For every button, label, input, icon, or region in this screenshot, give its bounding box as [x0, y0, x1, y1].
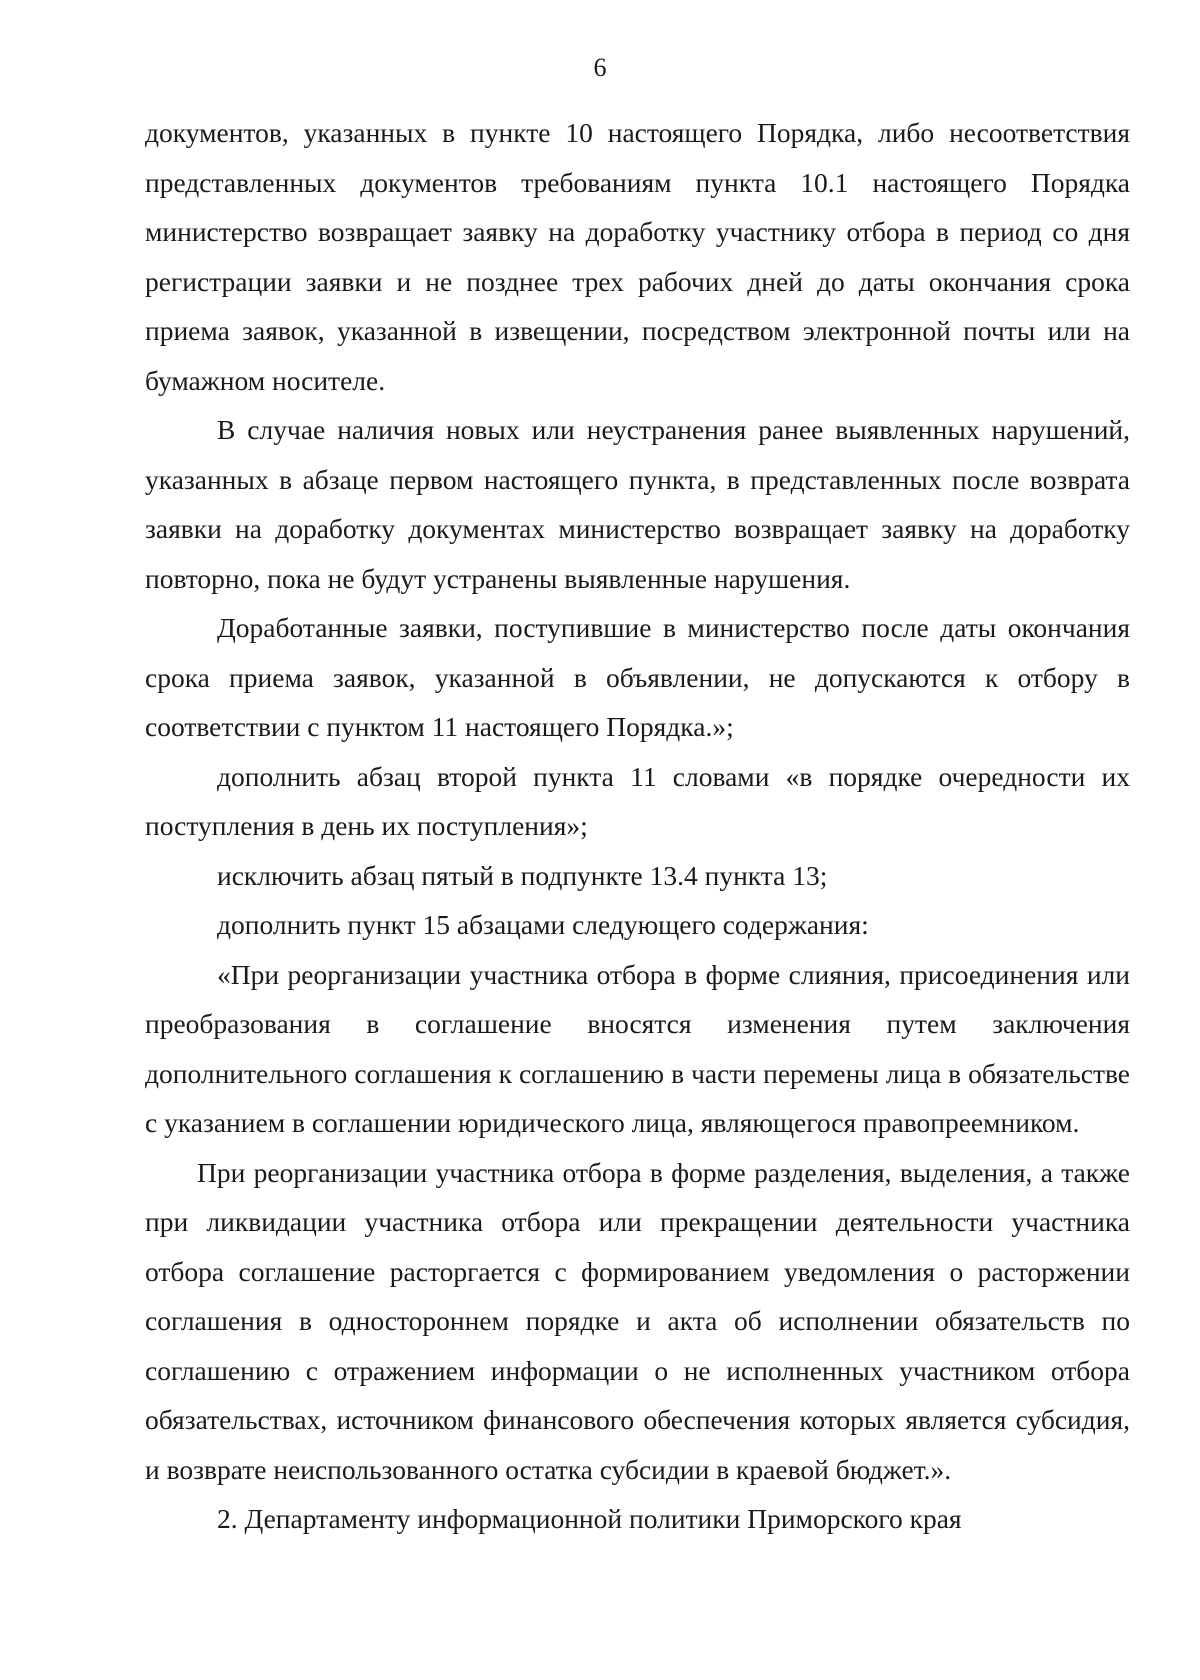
paragraph: В случае наличия новых или неустранения ранее выявленных нарушений, указанных в абзаце первом настоящего пункта, в представленных после возврата заявки на доработку документах министерство возвращает заявку на доработку повторно, пока не будут устранены выявленные нарушения.	[145, 414, 1130, 594]
paragraph-numbered: 2. Департаменту информационной политики Приморского края	[217, 1503, 962, 1534]
paragraph: исключить абзац пятый в подпункте 13.4 пункта 13;	[217, 859, 828, 891]
paragraph: дополнить абзац второй пункта 11 словами «в порядке очередности их поступления в день их поступления»;	[145, 760, 1130, 841]
paragraph-continuation: документов, указанных в пункте 10 настоящего Порядка, либо несоответствия представленных документов требованиям пункта 10.1 настоящего Порядка министерство возвращает заявку на доработку участнику отбора в период со дня регистрации заявки и не позднее трех рабочих дней до даты окончания срока приема заявок, указанной в извещении, посредством электронной почты или на бумажном носителе.	[145, 117, 1130, 396]
paragraph: дополнить пункт 15 абзацами следующего содержания:	[217, 909, 869, 940]
document-body	[145, 108, 1130, 1544]
paragraph: При реорганизации участника отбора в форме разделения, выделения, а также при ликвидации участника отбора или прекращении деятельности участника отбора соглашение расторгается с формированием уведомления о расторжении соглашения в одностороннем порядке и акта об исполнении обязательств по соглашению с отражением информации о не исполненных участником отбора обязательствах, источником финансового обеспечения которых является субсидия, и возврате неиспользованного остатка субсидии в краевой бюджет.».	[145, 1156, 1130, 1485]
paragraph: Доработанные заявки, поступившие в министерство после даты окончания срока приема заявок, указанной в объявлении, не допускаются к отбору в соответствии с пунктом 11 настоящего Порядка.»;	[145, 612, 1130, 742]
page-number: 6	[593, 53, 607, 82]
paragraph: «При реорганизации участника отбора в форме слияния, присоединения или преобразования в соглашение вносятся изменения путем заключения дополнительного соглашения к соглашению в части перемены лица в обязательстве с указанием в соглашении юридического лица, являющегося правопреемником.	[145, 958, 1130, 1138]
